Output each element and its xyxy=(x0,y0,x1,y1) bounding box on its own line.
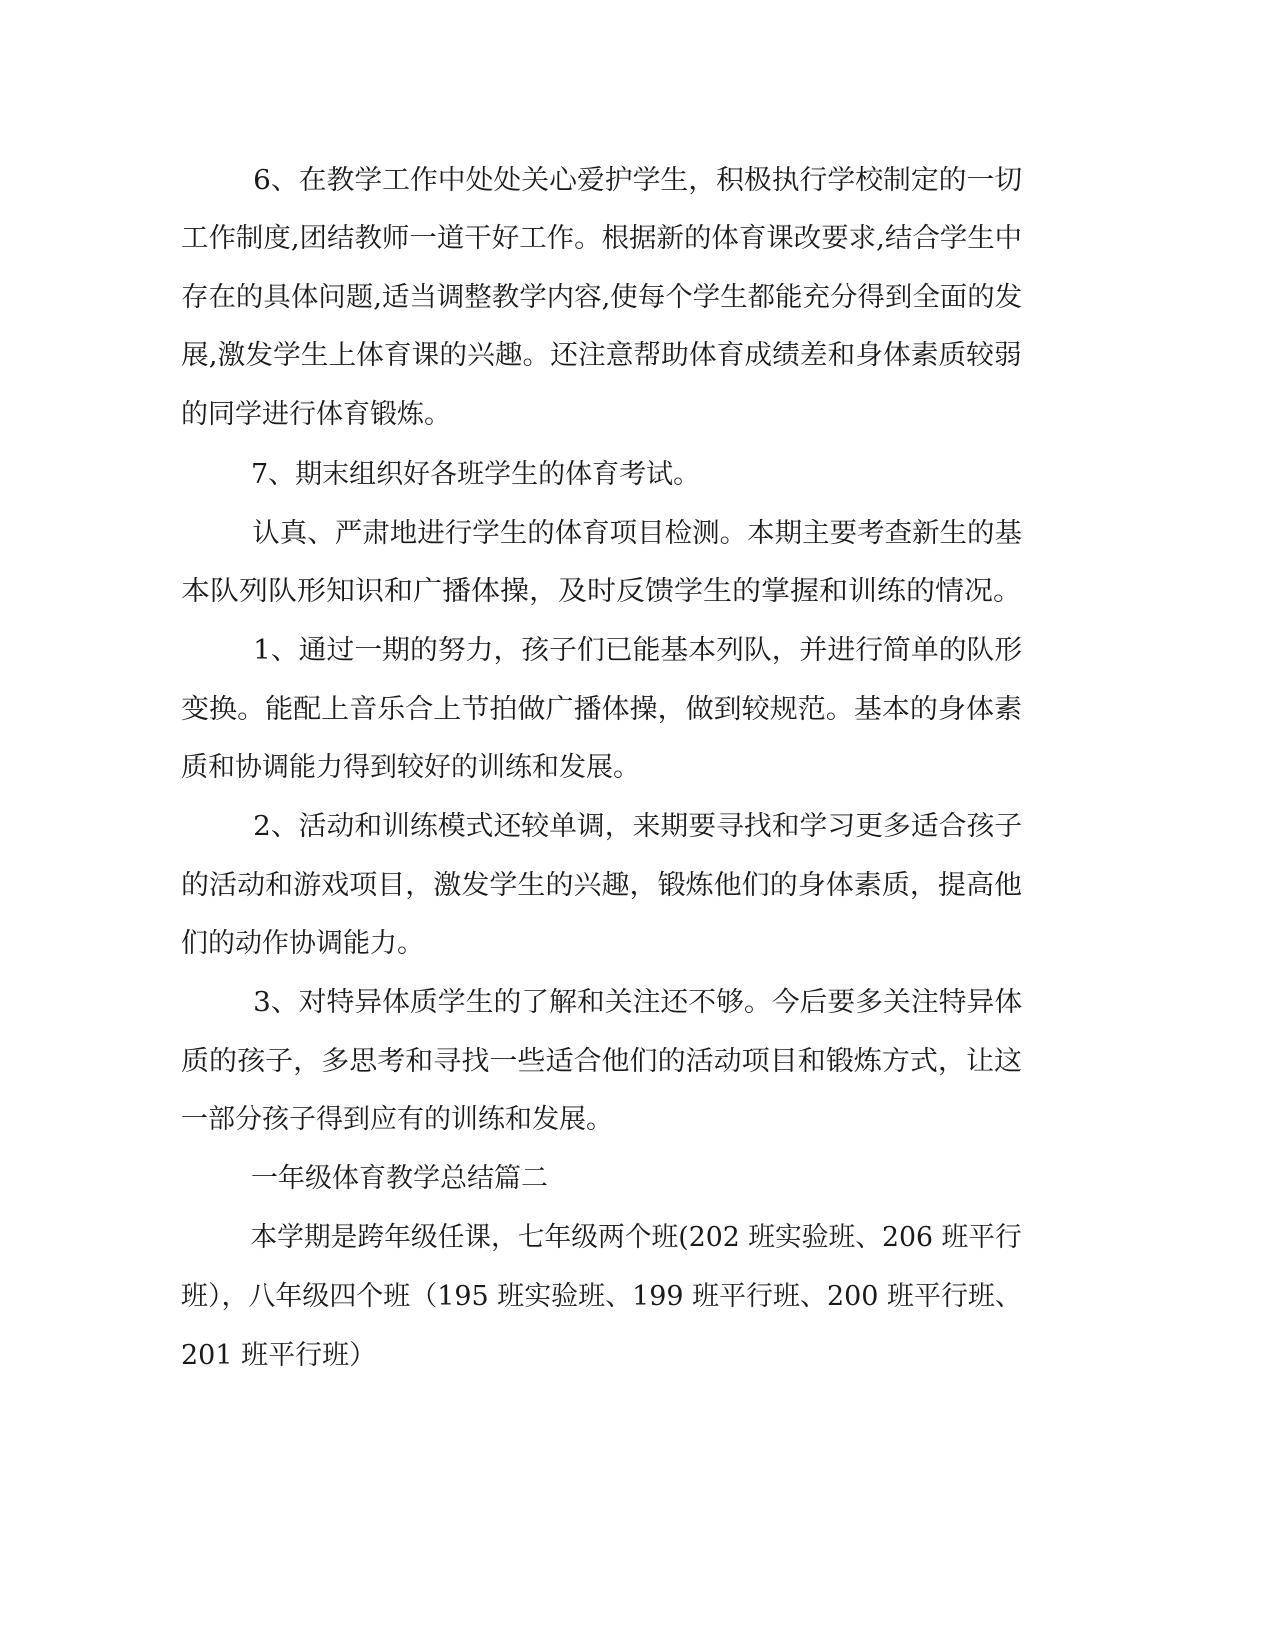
paragraph-line: 6、在教学工作中处处关心爱护学生，积极执行学校制定的一切 xyxy=(253,165,1023,196)
paragraph-line: 一部分孩子得到应有的训练和发展。 xyxy=(181,1104,613,1135)
paragraph-line: 本学期是跨年级任课，七年级两个班(202 班实验班、206 班平行 xyxy=(250,1222,1022,1253)
paragraph-line: 2、活动和训练模式还较单调，来期要寻找和学习更多适合孩子 xyxy=(253,811,1023,842)
paragraph-line: 3、对特异体质学生的了解和关注还不够。今后要多关注特异体 xyxy=(253,987,1023,1018)
paragraph-line: 7、期末组织好各班学生的体育考试。 xyxy=(251,459,701,490)
paragraph-line: 班），八年级四个班（195 班实验班、199 班平行班、200 班平行班、 xyxy=(181,1281,1022,1312)
paragraph-line: 认真、严肃地进行学生的体育项目检测。本期主要考查新生的基 xyxy=(252,518,1023,549)
paragraph-line: 展,激发学生上体育课的兴趣。还注意帮助体育成绩差和身体素质较弱 xyxy=(181,340,1022,371)
paragraph-line: 201 班平行班） xyxy=(181,1340,377,1371)
paragraph-line: 的同学进行体育锻炼。 xyxy=(181,399,451,430)
paragraph-line: 工作制度,团结教师一道干好工作。根据新的体育课改要求,结合学生中 xyxy=(181,223,1023,254)
paragraph-line: 的活动和游戏项目，激发学生的兴趣，锻炼他们的身体素质，提高他 xyxy=(181,870,1023,901)
paragraph-line: 存在的具体问题,适当调整教学内容,使每个学生都能充分得到全面的发 xyxy=(181,282,1023,313)
paragraph-line: 质的孩子，多思考和寻找一些适合他们的活动项目和锻炼方式，让这 xyxy=(181,1046,1023,1077)
paragraph-line: 们的动作协调能力。 xyxy=(181,928,424,959)
paragraph-line: 变换。能配上音乐合上节拍做广播体操，做到较规范。基本的身体素 xyxy=(181,694,1023,725)
paragraph-line: 质和协调能力得到较好的训练和发展。 xyxy=(181,752,640,783)
section-heading: 一年级体育教学总结篇二 xyxy=(251,1163,548,1194)
paragraph-line: 本队列队形知识和广播体操，及时反馈学生的掌握和训练的情况。 xyxy=(181,576,1023,607)
paragraph-line: 1、通过一期的努力，孩子们已能基本列队，并进行简单的队形 xyxy=(253,635,1023,666)
